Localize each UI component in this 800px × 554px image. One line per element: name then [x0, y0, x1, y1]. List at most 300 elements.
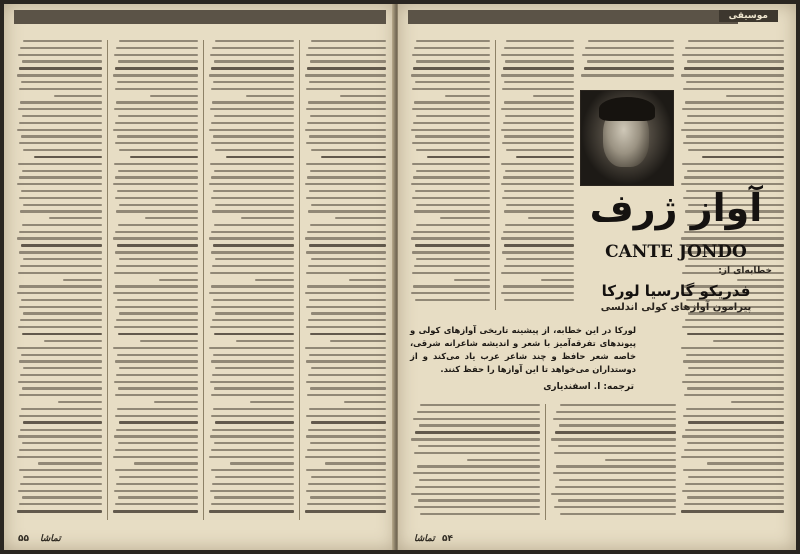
text-line — [307, 67, 386, 70]
text-line — [119, 258, 198, 260]
text-line — [306, 435, 386, 437]
text-line — [119, 312, 198, 314]
text-line — [38, 462, 102, 464]
text-line — [412, 197, 490, 199]
column-rule — [107, 40, 108, 520]
text-line — [211, 285, 294, 287]
text-line — [134, 462, 198, 464]
text-line — [504, 244, 574, 247]
text-line — [411, 493, 540, 495]
text-line — [505, 115, 574, 117]
text-line — [19, 197, 102, 199]
text-line — [119, 421, 198, 424]
text-line — [310, 442, 386, 444]
text-line — [19, 122, 102, 124]
text-line — [687, 333, 784, 336]
text-line — [713, 340, 784, 342]
text-line — [501, 108, 574, 110]
text-line — [306, 469, 386, 471]
text-line — [311, 421, 386, 424]
text-column — [680, 40, 784, 517]
text-line — [214, 170, 294, 172]
text-line — [420, 513, 540, 515]
text-line — [688, 367, 784, 369]
text-line — [682, 163, 784, 165]
text-line — [212, 210, 294, 212]
text-line — [310, 387, 386, 389]
text-column — [304, 40, 386, 517]
text-line — [501, 54, 574, 56]
text-line — [115, 88, 198, 90]
text-line — [115, 285, 198, 287]
text-line — [19, 88, 102, 90]
text-line — [681, 347, 784, 349]
text-line — [20, 319, 102, 321]
text-line — [413, 176, 490, 178]
text-line — [215, 40, 294, 42]
text-line — [20, 101, 102, 103]
text-line — [114, 381, 198, 383]
text-line — [210, 163, 294, 165]
text-line — [211, 394, 294, 396]
text-line — [687, 387, 784, 389]
text-line — [215, 258, 294, 260]
text-line — [34, 156, 102, 159]
text-line — [113, 510, 198, 513]
text-line — [683, 360, 784, 362]
text-line — [506, 40, 574, 42]
text-line — [707, 462, 784, 464]
text-line — [414, 506, 540, 508]
text-line — [505, 224, 574, 226]
text-line — [215, 476, 294, 478]
text-line — [21, 244, 102, 247]
text-line — [416, 60, 490, 62]
text-line — [501, 129, 574, 131]
text-line — [411, 292, 490, 294]
text-line — [22, 170, 102, 172]
text-line — [20, 483, 102, 485]
text-line — [307, 449, 386, 451]
text-line — [505, 60, 574, 62]
text-line — [685, 101, 784, 103]
text-line — [209, 129, 294, 131]
text-line — [551, 493, 676, 495]
text-line — [113, 292, 198, 294]
text-line — [306, 88, 386, 90]
text-column — [580, 40, 674, 86]
text-line — [504, 81, 574, 83]
text-line — [559, 424, 676, 426]
text-line — [681, 74, 784, 76]
text-line — [305, 183, 386, 185]
text-line — [21, 135, 102, 137]
text-line — [115, 415, 198, 417]
text-line — [115, 122, 198, 124]
text-line — [556, 465, 676, 467]
text-line — [140, 340, 198, 342]
text-line — [687, 496, 784, 498]
text-line — [412, 142, 490, 144]
text-line — [209, 292, 294, 294]
text-line — [17, 129, 102, 131]
text-line — [688, 421, 784, 424]
text-line — [17, 292, 102, 294]
text-line — [419, 479, 540, 481]
left-page — [4, 4, 396, 550]
text-line — [211, 415, 294, 417]
text-line — [118, 387, 198, 389]
text-line — [321, 156, 386, 159]
text-line — [18, 108, 102, 110]
text-line — [209, 510, 294, 513]
text-line — [113, 129, 198, 131]
text-line — [308, 265, 386, 267]
text-line — [681, 237, 784, 239]
text-line — [688, 40, 784, 42]
text-line — [501, 237, 574, 239]
text-line — [683, 469, 784, 471]
text-line — [682, 326, 784, 328]
text-line — [682, 490, 784, 492]
text-line — [306, 272, 386, 274]
text-line — [415, 486, 540, 488]
text-line — [115, 360, 198, 362]
text-line — [23, 40, 102, 42]
text-line — [310, 60, 386, 62]
text-line — [116, 374, 198, 376]
text-line — [17, 237, 102, 239]
text-line — [440, 217, 490, 219]
text-line — [210, 490, 294, 492]
text-line — [310, 333, 386, 336]
text-line — [416, 115, 490, 117]
text-line — [211, 360, 294, 362]
text-line — [118, 224, 198, 226]
text-line — [214, 60, 294, 62]
text-line — [551, 438, 676, 440]
text-line — [18, 54, 102, 56]
text-column — [410, 404, 540, 520]
text-line — [214, 115, 294, 117]
text-line — [213, 299, 294, 301]
article-title: آواز ژرف — [589, 186, 763, 230]
lecture-label: خطابه‌ای از: — [718, 266, 772, 276]
text-line — [418, 445, 540, 447]
text-line — [44, 340, 102, 342]
text-line — [555, 431, 676, 434]
text-line — [416, 204, 490, 206]
text-line — [213, 81, 294, 83]
text-line — [503, 285, 574, 287]
text-line — [20, 210, 102, 212]
text-line — [17, 510, 102, 513]
text-line — [212, 483, 294, 485]
text-line — [340, 95, 386, 97]
text-line — [501, 74, 574, 76]
text-line — [685, 319, 784, 321]
text-line — [214, 387, 294, 389]
text-line — [412, 88, 490, 90]
text-line — [19, 415, 102, 417]
text-line — [683, 415, 784, 417]
text-line — [236, 340, 294, 342]
text-line — [309, 354, 386, 356]
text-line — [554, 506, 676, 508]
text-line — [533, 95, 574, 97]
text-line — [506, 258, 574, 260]
text-line — [681, 129, 784, 131]
text-line — [211, 251, 294, 253]
text-line — [416, 40, 490, 42]
text-line — [305, 74, 386, 76]
text-line — [119, 40, 198, 42]
text-line — [588, 40, 674, 42]
text-line — [412, 163, 490, 165]
text-line — [116, 101, 198, 103]
text-line — [114, 54, 198, 56]
text-line — [307, 394, 386, 396]
text-line — [115, 306, 198, 308]
text-line — [582, 54, 674, 56]
text-line — [115, 142, 198, 144]
text-column — [410, 40, 490, 310]
text-line — [311, 312, 386, 314]
text-line — [412, 54, 490, 56]
text-line — [212, 319, 294, 321]
magazine-brand: تماشا — [414, 534, 435, 544]
text-line — [118, 115, 198, 117]
text-line — [21, 81, 102, 83]
text-line — [416, 149, 490, 151]
text-line — [681, 510, 784, 513]
text-line — [213, 190, 294, 192]
text-line — [684, 122, 784, 124]
text-line — [685, 483, 784, 485]
text-line — [215, 149, 294, 151]
text-line — [306, 197, 386, 199]
text-line — [230, 462, 294, 464]
text-line — [115, 251, 198, 253]
text-line — [113, 237, 198, 239]
text-line — [19, 394, 102, 396]
text-line — [684, 176, 784, 178]
text-line — [116, 265, 198, 267]
text-line — [414, 101, 490, 103]
text-line — [502, 88, 574, 90]
text-line — [416, 170, 490, 172]
text-line — [209, 183, 294, 185]
text-line — [21, 408, 102, 410]
text-line — [349, 279, 386, 281]
text-line — [685, 374, 784, 376]
text-line — [20, 429, 102, 431]
text-line — [214, 496, 294, 498]
text-line — [49, 217, 102, 219]
text-line — [19, 142, 102, 144]
text-line — [308, 429, 386, 431]
text-line — [684, 394, 784, 396]
text-line — [226, 156, 294, 159]
text-line — [682, 54, 784, 56]
text-line — [305, 347, 386, 349]
text-line — [413, 231, 490, 233]
text-line — [307, 285, 386, 287]
column-rule — [203, 40, 204, 520]
text-column — [16, 40, 102, 517]
text-line — [528, 217, 574, 219]
text-line — [311, 258, 386, 260]
text-line — [417, 465, 541, 467]
text-line — [255, 279, 294, 281]
text-line — [306, 490, 386, 492]
text-line — [503, 67, 574, 70]
text-line — [413, 472, 540, 474]
text-line — [17, 347, 102, 349]
text-line — [503, 231, 574, 233]
text-line — [560, 513, 676, 515]
text-line — [506, 149, 574, 151]
text-line — [311, 204, 386, 206]
text-line — [210, 272, 294, 274]
text-line — [687, 115, 784, 117]
text-line — [117, 408, 198, 410]
text-line — [214, 224, 294, 226]
text-line — [504, 190, 574, 192]
text-line — [23, 476, 102, 478]
author-portrait — [580, 90, 674, 186]
text-line — [113, 183, 198, 185]
text-line — [213, 354, 294, 356]
text-line — [413, 67, 490, 70]
text-line — [23, 258, 102, 260]
text-line — [560, 404, 676, 406]
text-line — [130, 156, 198, 159]
text-line — [117, 244, 198, 247]
text-line — [682, 108, 784, 110]
text-line — [587, 60, 674, 62]
text-line — [325, 462, 386, 464]
text-line — [22, 442, 102, 444]
text-line — [686, 354, 784, 356]
text-line — [412, 272, 490, 274]
text-line — [309, 81, 386, 83]
text-line — [250, 401, 294, 403]
text-line — [210, 108, 294, 110]
text-line — [687, 442, 784, 444]
text-line — [119, 204, 198, 206]
text-line — [306, 381, 386, 383]
text-line — [18, 490, 102, 492]
text-line — [307, 122, 386, 124]
text-line — [21, 299, 102, 301]
text-line — [506, 204, 574, 206]
text-line — [684, 67, 784, 70]
text-line — [212, 265, 294, 267]
text-line — [308, 101, 386, 103]
text-line — [307, 231, 386, 233]
text-line — [211, 176, 294, 178]
text-line — [504, 210, 574, 212]
text-line — [330, 340, 386, 342]
text-line — [411, 183, 490, 185]
text-line — [215, 421, 294, 424]
text-line — [212, 47, 294, 49]
text-line — [116, 429, 198, 431]
text-line — [585, 47, 674, 49]
text-line — [686, 135, 784, 137]
text-line — [115, 394, 198, 396]
text-line — [684, 503, 784, 505]
text-line — [416, 224, 490, 226]
text-line — [310, 170, 386, 172]
text-line — [19, 306, 102, 308]
text-line — [305, 129, 386, 131]
text-line — [420, 404, 540, 406]
text-line — [23, 149, 102, 151]
text-line — [114, 435, 198, 437]
text-line — [21, 190, 102, 192]
text-line — [306, 326, 386, 328]
text-line — [308, 210, 386, 212]
text-line — [54, 95, 102, 97]
article-title-latin: CANTE JONDO — [605, 242, 747, 262]
text-line — [682, 435, 784, 437]
text-line — [211, 67, 294, 70]
text-line — [211, 469, 294, 471]
column-rule — [299, 40, 300, 520]
text-line — [427, 156, 490, 159]
text-line — [119, 367, 198, 369]
text-line — [504, 101, 574, 103]
text-line — [23, 312, 102, 314]
text-line — [413, 285, 490, 287]
text-line — [211, 231, 294, 233]
text-line — [18, 326, 102, 328]
text-line — [467, 459, 540, 461]
text-line — [501, 272, 574, 274]
text-line — [335, 217, 386, 219]
text-line — [114, 163, 198, 165]
text-line — [117, 135, 198, 137]
text-line — [115, 197, 198, 199]
text-line — [503, 122, 574, 124]
text-line — [19, 231, 102, 233]
text-line — [504, 47, 574, 49]
text-column — [500, 40, 574, 310]
text-line — [211, 306, 294, 308]
text-line — [150, 95, 198, 97]
text-line — [415, 431, 540, 434]
text-line — [213, 135, 294, 137]
text-line — [115, 469, 198, 471]
text-line — [116, 210, 198, 212]
text-line — [414, 452, 540, 454]
text-line — [415, 81, 490, 83]
page-number: ۵۵ — [18, 534, 29, 544]
text-line — [211, 449, 294, 451]
text-line — [210, 326, 294, 328]
text-line — [214, 333, 294, 336]
text-line — [411, 438, 540, 440]
text-line — [411, 129, 490, 131]
text-line — [22, 60, 102, 62]
text-line — [215, 367, 294, 369]
text-line — [209, 347, 294, 349]
text-line — [115, 67, 198, 70]
text-line — [445, 95, 490, 97]
text-line — [502, 197, 574, 199]
